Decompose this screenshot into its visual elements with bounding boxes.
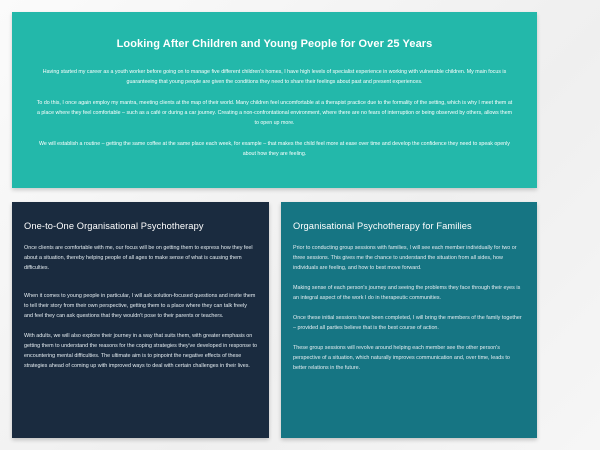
- one-to-one-paragraph: With adults, we will also explore their journey in a way that suits them, with greater emphasis on getting them to understand the reasons for the coping strategies they've developed in response to encountering mental difficulties. The ultimate aim is to pinpoint the negative effects of these strategies ahead of coming up with improved ways to deal with certain challenges in their lives.: [24, 333, 257, 369]
- intro-paragraph: To do this, I once again employ my mantra, meeting clients at the map of their world. Many children feel uncomfortable at a therapist practice due to the formality of the setting, which is why I meet them at a place where they feel comfortable – such as a café or during a car journey. Creating a non-confrontational environment, where there are no fears of interruption or being observed by others, allows them to open up more.: [36, 100, 513, 126]
- one-to-one-paragraph: Once clients are comfortable with me, our focus will be on getting them to express how they feel about a situation, thereby helping people of all ages to make sense of what is causing them difficulties.: [24, 245, 253, 271]
- one-to-one-title: One-to-One Organisational Psychotherapy: [24, 221, 204, 231]
- intro-title: Looking After Children and Young People for Over 25 Years: [116, 38, 433, 50]
- families-paragraph: Once these initial sessions have been completed, I will bring the members of the family together – provided all parties believe that is the best course of action.: [293, 315, 522, 331]
- intro-paragraph: Having started my career as a youth worker before going on to manage five different children's homes, I have high levels of specialist experience in working with vulnerable children. My main focus is guaranteeing that young people are given the conditions they need to share their feelings about past and present experiences.: [42, 69, 507, 85]
- intro-panel: [12, 12, 537, 188]
- families-card: [281, 202, 537, 438]
- intro-paragraph: We will establish a routine – getting the same coffee at the same place each week, for example – that makes the child feel more at ease over time and develop the confidence they need to speak openly about how they are feeling.: [39, 141, 510, 157]
- families-title: Organisational Psychotherapy for Families: [293, 221, 472, 231]
- one-to-one-paragraph: When it comes to young people in particular, I will ask solution-focused questions and invite them to tell their story from their own perspective, getting them to a place where they can talk freely and feel they can ask questions that they wouldn't pose to their parents or teachers.: [24, 293, 256, 319]
- families-paragraph: Prior to conducting group sessions with families, I will see each member individually for two or three sessions. This gives me the chance to understand the situation from all sides, how individuals are feeling, and how to best move forward.: [293, 245, 517, 271]
- families-paragraph: These group sessions will revolve around helping each member see the other person's perspective of a situation, which naturally improves communication and, over time, leads to better relations in the future.: [293, 345, 510, 371]
- one-to-one-card: [12, 202, 269, 438]
- families-paragraph: Making sense of each person's journey and seeing the problems they face through their eyes is an integral aspect of the work I do in therapeutic communities.: [293, 285, 521, 301]
